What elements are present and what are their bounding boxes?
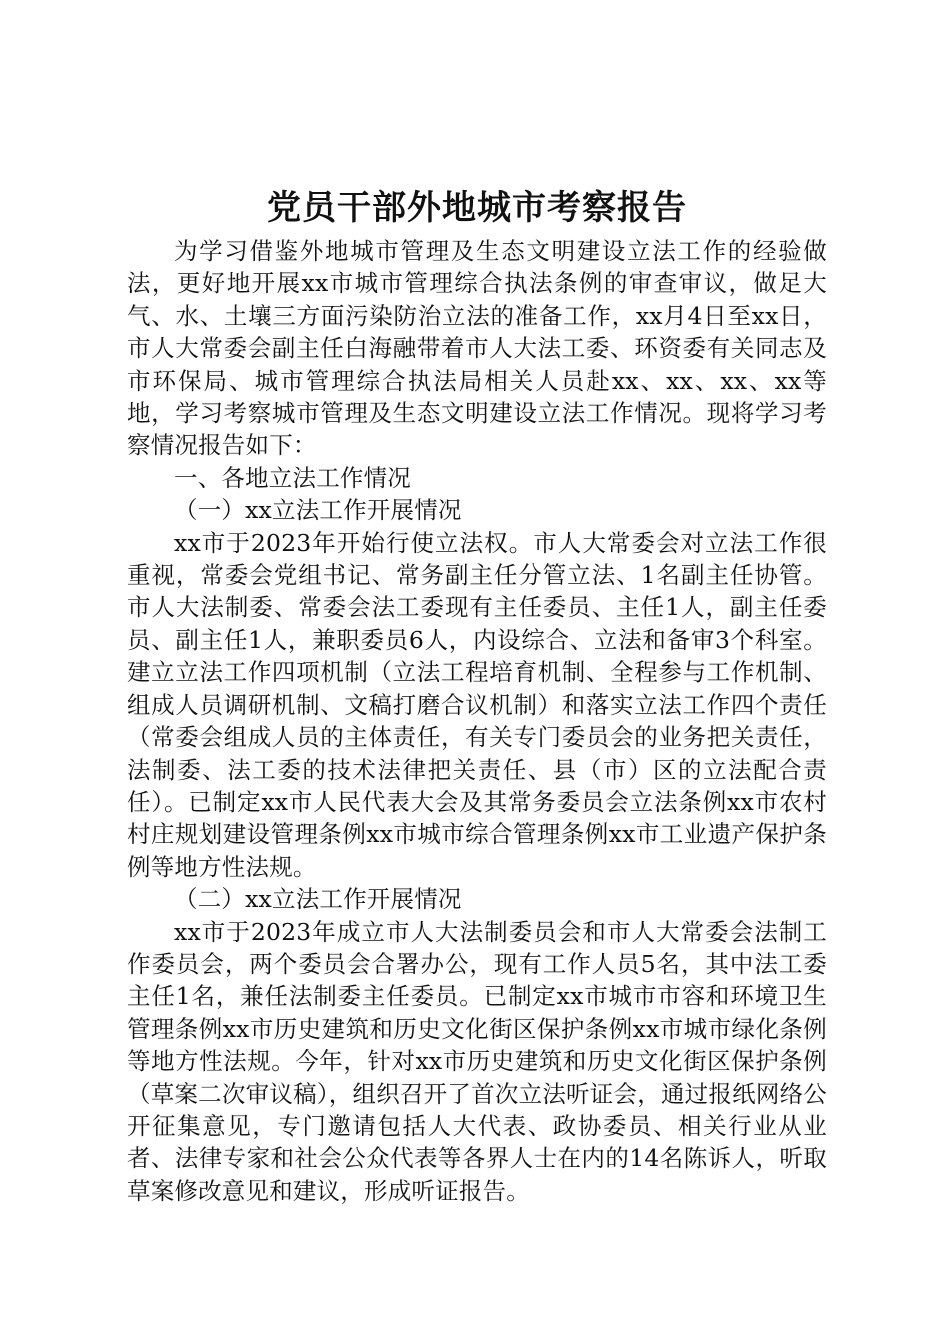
document-body	[127, 185, 827, 1207]
document-title: 党员干部外地城市考察报告	[267, 188, 687, 228]
section-heading: 一、各地立法工作情况	[174, 463, 411, 492]
intro-paragraph: 为学习借鉴外地城市管理及生态文明建设立法工作的经验做法，更好地开展xx市城市管理综合执法条例的审查审议，做足大气、水、土壤三方面污染防治立法的准备工作，xx月4日至xx日，市人大常委会副主任白海融带着市人大法工委、环资委有关同志及市环保局、城市管理综合执法局相关人员赴xx、xx、xx、xx等地，学习考察城市管理及生态文明建设立法工作情况。现将学习考察情况报告如下：	[127, 237, 827, 460]
subsection-paragraph: xx市于2023年成立市人大法制委员会和市人大常委会法制工作委员会，两个委员会合署办公，现有工作人员5名，其中法工委主任1名，兼任法制委主任委员。已制定xx市城市市容和环境卫生管理条例xx市历史建筑和历史文化街区保护条例xx市城市绿化条例等地方性法规。今年，针对xx市历史建筑和历史文化街区保护条例（草案二次审议稿），组织召开了首次立法听证会，通过报纸网络公开征集意见，专门邀请包括人大代表、政协委员、相关行业从业者、法律专家和社会公众代表等各界人士在内的14名陈诉人，听取草案修改意见和建议，形成听证报告。	[127, 917, 827, 1205]
subsection-heading: （二）xx立法工作开展情况	[174, 885, 462, 914]
subsection-paragraph: xx市于2023年开始行使立法权。市人大常委会对立法工作很重视，常委会党组书记、常务副主任分管立法、1名副主任协管。市人大法制委、常委会法工委现有主任委员、主任1人，副主任委员、副主任1人，兼职委员6人，内设综合、立法和备审3个科室。建立立法工作四项机制（立法工程培育机制、全程参与工作机制、组成人员调研机制、文稿打磨合议机制）和落实立法工作四个责任（常委会组成人员的主体责任，有关专门委员会的业务把关责任，法制委、法工委的技术法律把关责任、县（市）区的立法配合责任）。已制定xx市人民代表大会及其常务委员会立法条例xx市农村村庄规划建设管理条例xx市城市综合管理条例xx市工业遗产保护条例等地方性法规。	[127, 528, 827, 881]
subsection-heading: （一）xx立法工作开展情况	[174, 496, 462, 525]
